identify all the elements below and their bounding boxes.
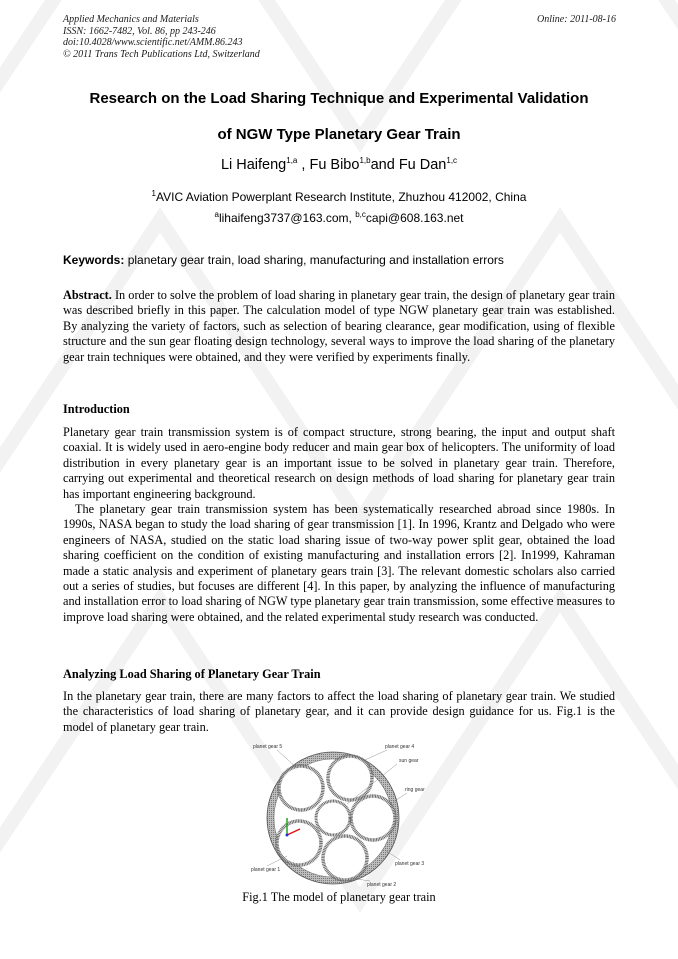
author-list: [40, 157, 638, 173]
sun-gear: [316, 801, 350, 835]
planet-gear-5: [279, 766, 323, 810]
section-heading-analyzing: Analyzing Load Sharing of Planetary Gear Train: [63, 667, 321, 681]
keywords-text: planetary gear train, load sharing, manufacturing and installation errors: [124, 253, 504, 267]
planet-gear-3: [351, 796, 395, 840]
introduction-paragraph-2-text: The planetary gear train transmission system has been systematically researched abroad since 1980s. In 1990s, NASA began to study the load sharing of gear transmission [1]. In 1996, Krantz and Delgado who were engineers of NASA, studied on the static load sharing issue of two-way power split gear, obtained the load sharing coefficient on the condition of existing manufacturing and installation errors [2]. In1999, Kahraman made a static analysis and experiment of planetary gears train [3]. The relevant domestic scholars also carried out a series of studies, but focuses are different [4]. In this paper, by analyzing the influence of manufacturing and installation error to load sharing of NGW type planetary gear train transmission, some effective measures to improve load sharing were obtained, and the related experimental study research was conducted.: [63, 502, 615, 624]
axis-z: [286, 834, 289, 837]
affiliation-superscript: 1: [151, 189, 156, 198]
abstract-text: In order to solve the problem of load sharing in planetary gear train, the design of planetary gear train was described briefly in this paper. The calculation model of type NGW planetary gear train was established. By analyzing the variety of factors, such as selection of bearing clearance, gear modification, using of flexible structure and the sun gear floating design technology, several ways to improve the load sharing of the planetary gear train techniques were obtained, and they were verified by experiments finally.: [63, 288, 615, 364]
planet-gear-1: [277, 821, 321, 865]
label-planet-gear-4: planet gear 4: [385, 744, 415, 750]
label-ring-gear: ring gear: [405, 787, 425, 793]
figure-caption: Fig.1 The model of planetary gear train: [242, 890, 436, 904]
online-date: Online: 2011-08-16: [537, 14, 616, 25]
copyright-line: © 2011 Trans Tech Publications Ltd, Switzerland: [63, 48, 260, 60]
email-superscript-1: a: [214, 210, 219, 219]
section-heading-introduction: Introduction: [63, 402, 130, 416]
author-superscript: 1,c: [446, 156, 458, 166]
analyzing-paragraph: In the planetary gear train, there are many factors to affect the load sharing of planetary gear train. We studied the characteristics of load sharing of planetary gear, and it can provide design guidance for us. Fig.1 is the model of planetary gear train.: [63, 689, 615, 734]
keywords-label: Keywords:: [63, 253, 125, 267]
paper-title-line-2: of NGW Type Planetary Gear Train: [217, 126, 461, 143]
abstract-label: Abstract.: [63, 288, 112, 302]
author-emails: [40, 211, 638, 225]
author-name: Fu Bibo: [309, 157, 360, 173]
author-separator: and: [370, 157, 399, 173]
doi-line: doi:10.4028/www.scientific.net/AMM.86.243: [63, 37, 243, 48]
email-superscript-2: b,c: [355, 210, 366, 219]
affiliation: [40, 190, 638, 204]
label-planet-gear-3: planet gear 3: [395, 861, 425, 867]
author-separator: ,: [297, 157, 310, 173]
journal-name: Applied Mechanics and Materials: [63, 14, 199, 25]
author-name: Fu Dan: [398, 157, 447, 173]
planet-gear-4: [328, 756, 372, 800]
label-planet-gear-2: planet gear 2: [367, 882, 397, 888]
author-superscript: 1,a: [286, 156, 298, 166]
affiliation-text: AVIC Aviation Powerplant Research Institute, Zhuzhou 412002, China: [156, 190, 527, 204]
planet-gear-2: [323, 836, 367, 880]
journal-header: [63, 14, 616, 60]
author-superscript: 1,b: [359, 156, 371, 166]
paper-title-line-1: Research on the Load Sharing Technique and Experimental Validation: [89, 90, 589, 107]
introduction-paragraph-1: Planetary gear train transmission system is of compact structure, strong bearing, the input and output shaft coaxial. It is widely used in aero-engine body reducer and main gear box of helicopters. The uniformity of load distribution in every planetary gear is an important issue to be solved in planetary gear train. Therefore, carrying out experimental and theoretical research on design methods of load sharing for planetary gear train has important engineering background.: [63, 425, 615, 501]
keywords: [63, 253, 623, 267]
label-planet-gear-5: planet gear 5: [253, 744, 283, 750]
planetary-gear-figure: [245, 740, 435, 890]
abstract: [63, 288, 615, 365]
email-1: lihaifeng3737@163.com,: [218, 211, 356, 225]
introduction-paragraph-2: [63, 502, 615, 625]
author-name: Li Haifeng: [220, 157, 287, 173]
issn-line: ISSN: 1662-7482, Vol. 86, pp 243-246: [63, 25, 216, 37]
label-sun-gear: sun gear: [399, 758, 419, 764]
email-2: capi@608.163.net: [365, 211, 464, 225]
label-planet-gear-1: planet gear 1: [251, 867, 281, 873]
